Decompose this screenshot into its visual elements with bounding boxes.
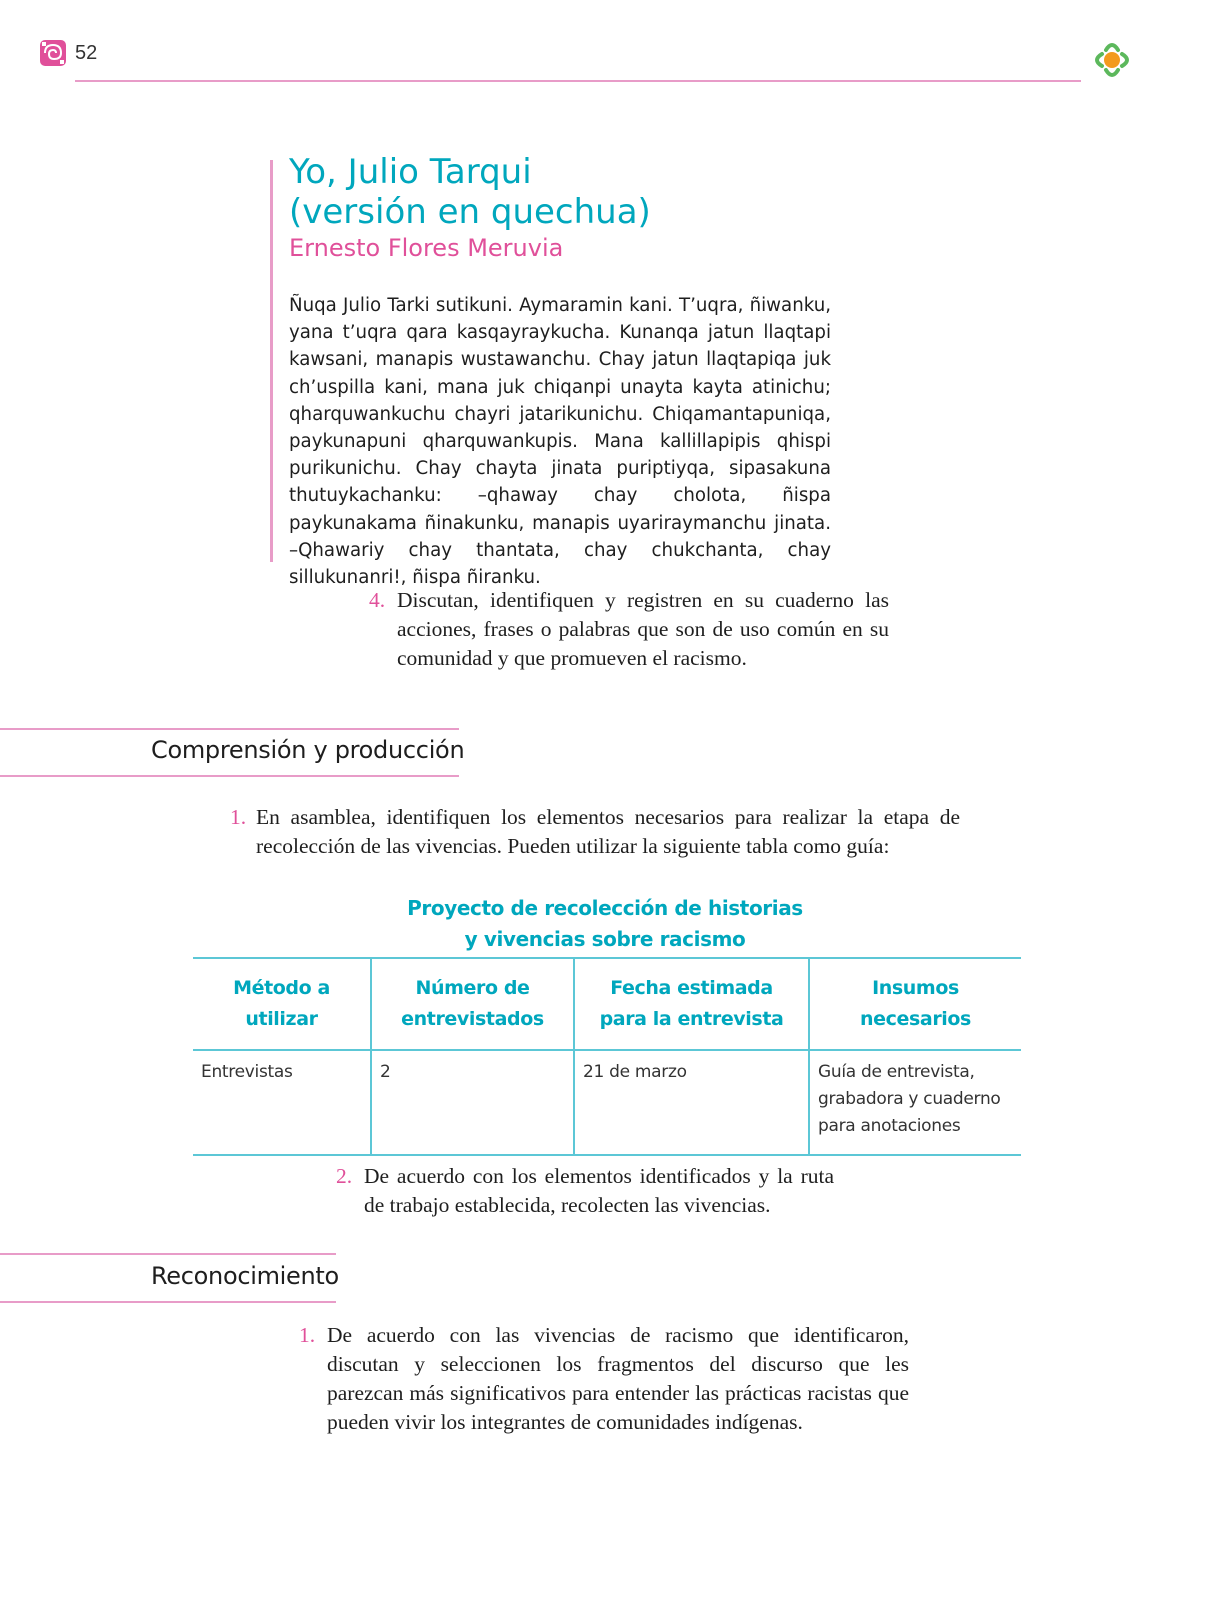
- activity-item-1: [299, 1321, 909, 1437]
- section-title-comprension: Comprensión y producción: [151, 736, 465, 764]
- table-row: [193, 1050, 1021, 1155]
- item-number: 4.: [369, 588, 386, 612]
- project-table: [193, 957, 1021, 1156]
- section-rule-bottom: [0, 1301, 336, 1303]
- item-text: Discutan, identifiquen y registren en su cuaderno las acciones, frases o palabras que son de uso común en su comunidad y que promueven el racismo.: [397, 588, 889, 670]
- title-line-2: (versión en quechua): [289, 192, 651, 232]
- section-rule-top: [0, 1253, 336, 1255]
- section-rule-bottom: [0, 775, 459, 777]
- activity-item-1: [230, 803, 960, 861]
- table-header-row: [193, 958, 1021, 1050]
- reading-text: Ñuqa Julio Tarki sutikuni. Aymaramin kani. T’uqra, ñiwanku, yana t’uqra qara kasqayraykucha. Kunanqa jatun llaqtapi kawsani, manapis wustawanchu. Chay jatun llaqtapiqa juk ch’uspilla kani, mana juk chiqanpi unayta kayta atinichu; qharquwankuchu chayri jatarikunichu. Chiqamantapuniqa, paykunapuni qharquwankupis. Mana kallillapipis qhispi purikunichu. Chay chayta jinata puriptiyqa, sipasakuna thutuykachanku: –qhaway chay cholota, ñispa paykunakama ñinakunku, manapis uyariraymanchu jinata. –Qhawariy chay thantata, chay chukchanta, chay sillukunanri!, ñispa ñiranku.: [289, 295, 831, 589]
- cell-date: 21 de marzo: [574, 1050, 809, 1155]
- caption-line-1: Proyecto de recolección de historias: [407, 896, 803, 920]
- item-number: 1.: [299, 1323, 316, 1347]
- activity-item-2: [336, 1162, 834, 1220]
- header-supplies: [809, 958, 1021, 1050]
- item-text: De acuerdo con los elementos identificados y la ruta de trabajo establecida, recolecten las vivencias.: [364, 1164, 834, 1217]
- cell-method: Entrevistas: [193, 1050, 371, 1155]
- item-text: De acuerdo con las vivencias de racismo que identificaron, discutan y seleccionen los fragmentos del discurso que les parezcan más significativos para entender las prácticas racistas que pueden vivir los integrantes de comunidades indígenas.: [327, 1323, 909, 1434]
- header-text: Método a utilizar: [233, 977, 330, 1030]
- page-number: 52: [75, 42, 98, 64]
- section-title-reconocimiento: Reconocimiento: [151, 1262, 339, 1290]
- supplies-line-1: Guía de entrevista,: [818, 1062, 975, 1082]
- cell-supplies: [809, 1050, 1021, 1155]
- supplies-line-3: para anotaciones: [818, 1116, 961, 1136]
- header-rule: [75, 80, 1081, 82]
- reading-title: [289, 152, 651, 232]
- activity-item-4: [369, 586, 889, 673]
- reading-author: Ernesto Flores Meruvia: [289, 234, 564, 262]
- cell-count: 2: [371, 1050, 574, 1155]
- header-date: [574, 958, 809, 1050]
- supplies-line-2: grabadora y cuaderno: [818, 1089, 1001, 1109]
- flower-logo-icon: [1086, 34, 1138, 86]
- section-rule-top: [0, 728, 459, 730]
- title-line-1: Yo, Julio Tarqui: [289, 152, 532, 192]
- header-text: Fecha estimada: [610, 977, 773, 999]
- item-number: 1.: [230, 805, 247, 829]
- header-text: Número de: [415, 977, 530, 999]
- table-caption: [190, 893, 1020, 955]
- item-text: En asamblea, identifiquen los elementos necesarios para realizar la etapa de recolección de las vivencias. Pueden utilizar la siguiente tabla como guía:: [256, 805, 960, 858]
- header-text: Insumos necesarios: [860, 977, 971, 1030]
- header-text: para la entrevista: [599, 1008, 784, 1030]
- header-text: entrevistados: [401, 1008, 544, 1030]
- header-count: [371, 958, 574, 1050]
- item-number: 2.: [336, 1164, 353, 1188]
- pink-glyph-icon: [38, 38, 68, 68]
- caption-line-2: y vivencias sobre racismo: [464, 927, 746, 951]
- quote-bar: [270, 160, 273, 562]
- header-method: [193, 958, 371, 1050]
